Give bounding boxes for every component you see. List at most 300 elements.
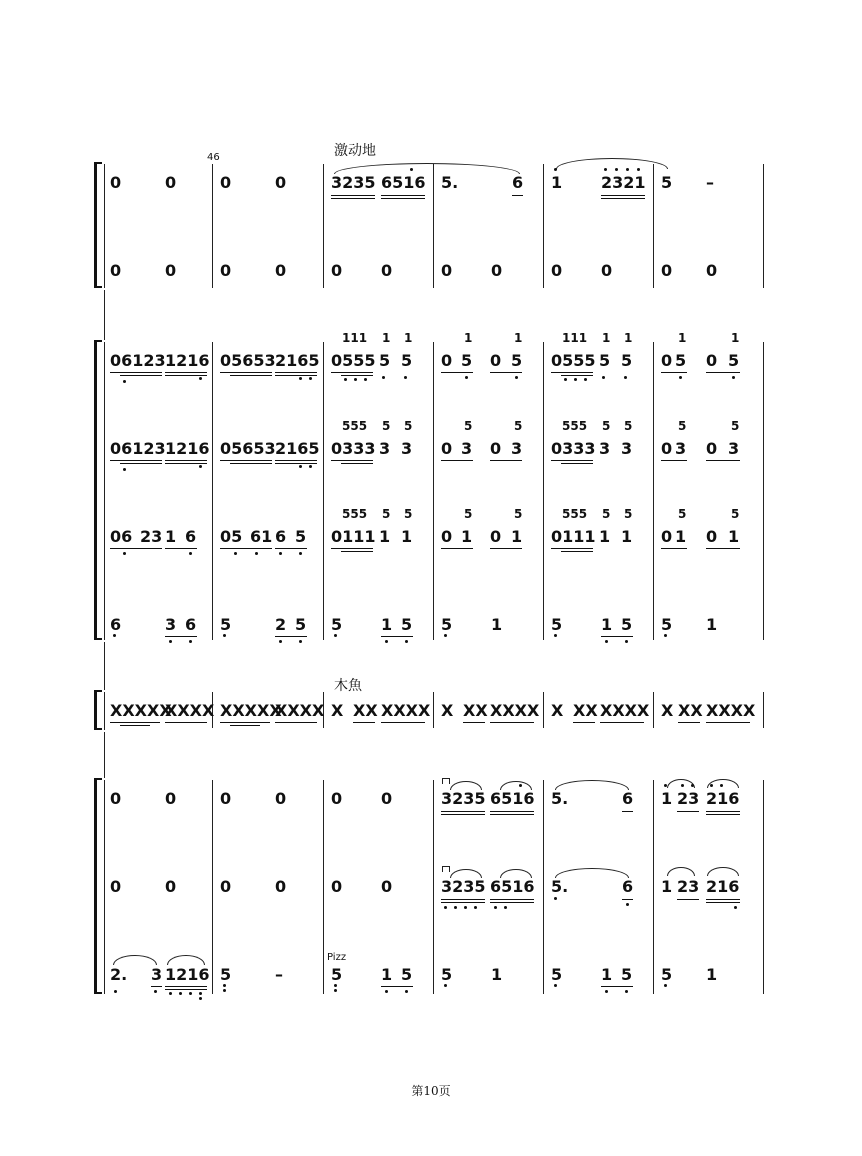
octave-dot — [199, 992, 202, 995]
underline — [512, 195, 523, 196]
octave-dot — [732, 376, 735, 379]
underline — [381, 195, 425, 196]
note-group: 6516 — [381, 173, 426, 192]
underline — [220, 372, 272, 373]
underline — [110, 372, 162, 373]
octave-dot — [605, 990, 608, 993]
underline — [601, 636, 633, 637]
underline — [275, 722, 317, 723]
octave-dot — [604, 168, 607, 171]
percussion-group: XXXX — [165, 701, 215, 720]
note: 5 — [621, 615, 633, 634]
octave-dot — [584, 378, 587, 381]
note: 0 — [331, 789, 343, 808]
octave-marker: 5 — [602, 419, 611, 433]
note: 5 — [401, 351, 413, 370]
octave-dot — [554, 897, 557, 900]
underline — [706, 722, 750, 723]
octave-dot — [189, 640, 192, 643]
octave-dot — [334, 984, 337, 987]
note-group: 0555 — [551, 351, 596, 370]
underline — [220, 722, 270, 723]
note: 5. — [551, 789, 569, 808]
note: 1 — [601, 615, 613, 634]
underline — [165, 375, 207, 376]
note: 1 — [491, 965, 503, 984]
octave-marker: 5 — [731, 507, 740, 521]
note: 0 — [441, 527, 453, 546]
instrument-label: 木魚 — [334, 678, 362, 694]
octave-dot — [405, 640, 408, 643]
note-group: 2165 — [275, 439, 320, 458]
note: 6 — [110, 615, 122, 634]
underline — [441, 899, 485, 900]
underline — [490, 811, 534, 812]
underline — [230, 463, 272, 464]
octave-dot — [299, 377, 302, 380]
note: 5 — [401, 615, 413, 634]
octave-dot — [444, 984, 447, 987]
slur — [667, 867, 695, 876]
octave-marker: 5 — [464, 419, 473, 433]
underline — [677, 811, 699, 812]
underline — [165, 460, 207, 461]
system-join — [104, 290, 105, 340]
octave-dot — [223, 634, 226, 637]
note: 0 — [441, 351, 453, 370]
underline — [441, 460, 473, 461]
octave-dot — [189, 992, 192, 995]
underline — [706, 811, 740, 812]
octave-dot — [679, 376, 682, 379]
octave-dot — [625, 990, 628, 993]
note: 5 — [379, 351, 391, 370]
octave-marker: 1 — [624, 331, 633, 345]
note: 0 — [441, 439, 453, 458]
barline — [433, 780, 434, 994]
note: 5 — [441, 615, 453, 634]
note: 6 — [185, 527, 197, 546]
system-join — [104, 642, 105, 690]
note-group: 216 — [706, 877, 740, 896]
barline — [763, 780, 764, 994]
octave-dot — [444, 906, 447, 909]
note: 0 — [490, 439, 502, 458]
octave-dot — [519, 784, 522, 787]
percussion: X — [441, 701, 454, 720]
barline — [212, 342, 213, 640]
octave-dot — [465, 376, 468, 379]
octave-dot — [494, 906, 497, 909]
barline — [323, 780, 324, 994]
octave-marker: 1 — [464, 331, 473, 345]
octave-dot — [123, 468, 126, 471]
note: 3 — [461, 439, 473, 458]
note: 5 — [511, 351, 523, 370]
bracket-cap — [94, 162, 102, 164]
octave-dot — [564, 378, 567, 381]
octave-marker: 5 — [404, 419, 413, 433]
note: 5 — [661, 965, 673, 984]
octave-dot — [474, 906, 477, 909]
underline — [561, 375, 593, 376]
underline — [275, 372, 317, 373]
barline — [212, 780, 213, 994]
octave-dot — [605, 640, 608, 643]
octave-dot — [169, 640, 172, 643]
note: 3 — [511, 439, 523, 458]
note: 0 — [220, 789, 232, 808]
system-bracket — [94, 162, 97, 288]
underline — [441, 902, 485, 903]
octave-dot — [615, 168, 618, 171]
note: 0 — [110, 261, 122, 280]
note: 0 — [661, 261, 673, 280]
underline — [381, 986, 413, 987]
underline — [165, 548, 197, 549]
octave-dot — [354, 378, 357, 381]
note: 3 — [728, 439, 740, 458]
note: 5. — [441, 173, 459, 192]
octave-dot — [710, 784, 713, 787]
octave-dot — [664, 984, 667, 987]
underline — [381, 636, 413, 637]
note: 3 — [675, 439, 687, 458]
barline — [763, 692, 764, 728]
percussion-group: XX — [573, 701, 598, 720]
barline — [763, 342, 764, 640]
underline — [110, 548, 162, 549]
underline — [706, 899, 740, 900]
note: 0 — [331, 261, 343, 280]
measure-number: 46 — [207, 152, 220, 163]
octave-marker: 5 — [464, 507, 473, 521]
note: 0 — [165, 261, 177, 280]
note: 1 — [511, 527, 523, 546]
underline — [601, 195, 645, 196]
note: 1 — [551, 173, 563, 192]
octave-dot — [169, 992, 172, 995]
octave-dot — [624, 376, 627, 379]
underline — [561, 463, 593, 464]
octave-dot — [404, 376, 407, 379]
note: 0 — [165, 173, 177, 192]
note: 3 — [165, 615, 177, 634]
note-group: 1216 — [165, 439, 210, 458]
note: 0 — [275, 877, 287, 896]
note: 0 — [441, 261, 453, 280]
underline — [551, 548, 593, 549]
note: 0 — [331, 877, 343, 896]
note: 0 — [110, 173, 122, 192]
octave-dot — [255, 552, 258, 555]
octave-marker: 1 — [731, 331, 740, 345]
note: 1 — [601, 965, 613, 984]
barline — [653, 164, 654, 288]
octave-dot — [554, 634, 557, 637]
octave-dot — [574, 378, 577, 381]
octave-dot — [123, 552, 126, 555]
note: 0 — [661, 351, 673, 370]
note-group: 3235 — [331, 173, 376, 192]
underline — [600, 722, 644, 723]
note: 0 — [275, 789, 287, 808]
note: 1 — [379, 527, 391, 546]
octave-marker: 5 — [404, 507, 413, 521]
note: 5. — [551, 877, 569, 896]
note-group: 3235 — [441, 877, 486, 896]
bracket-cap — [94, 340, 102, 342]
underline — [275, 636, 307, 637]
underline — [165, 722, 207, 723]
bow-mark — [442, 866, 450, 872]
system-join — [104, 732, 105, 778]
barline — [543, 780, 544, 994]
note-group: 216 — [706, 789, 740, 808]
slur — [707, 867, 739, 876]
underline — [678, 722, 700, 723]
underline — [110, 722, 160, 723]
bracket-cap — [94, 728, 102, 730]
octave-dot — [385, 640, 388, 643]
underline — [601, 986, 633, 987]
octave-dot — [309, 377, 312, 380]
percussion-group: XXXXX — [220, 701, 282, 720]
octave-dot — [189, 552, 192, 555]
note-group: 0333 — [551, 439, 596, 458]
octave-dot — [113, 634, 116, 637]
note: 1 — [381, 615, 393, 634]
underline — [275, 460, 317, 461]
octave-dot — [734, 906, 737, 909]
underline — [706, 814, 740, 815]
octave-marker: 555 — [342, 419, 368, 433]
underline — [661, 460, 687, 461]
underline — [490, 814, 534, 815]
note: 5 — [661, 615, 673, 634]
underline — [165, 986, 207, 987]
percussion-group: XXXX — [381, 701, 431, 720]
octave-dot — [114, 990, 117, 993]
octave-dot — [504, 906, 507, 909]
underline — [490, 899, 534, 900]
note: 1 — [401, 527, 413, 546]
underline — [706, 902, 740, 903]
barline — [433, 692, 434, 728]
note: 0 — [706, 439, 718, 458]
note: 5 — [461, 351, 473, 370]
note: 0 — [275, 173, 287, 192]
octave-dot — [637, 168, 640, 171]
octave-dot — [554, 984, 557, 987]
system-barline-start — [104, 342, 105, 640]
note-group: 23 — [140, 527, 163, 546]
note-group: 3235 — [441, 789, 486, 808]
bracket-cap — [94, 638, 102, 640]
octave-dot — [309, 465, 312, 468]
underline — [165, 636, 197, 637]
octave-dot — [626, 168, 629, 171]
note-group: 23 — [677, 877, 700, 896]
octave-dot — [199, 997, 202, 1000]
note: 1 — [728, 527, 740, 546]
octave-dot — [691, 784, 694, 787]
percussion-group: XX — [353, 701, 378, 720]
note: 5 — [295, 527, 307, 546]
octave-marker: 5 — [731, 419, 740, 433]
percussion-group: XX — [678, 701, 703, 720]
bracket-cap — [94, 778, 102, 780]
underline — [706, 548, 740, 549]
note: 5 — [661, 173, 673, 192]
note-group: 0333 — [331, 439, 376, 458]
underline — [490, 722, 534, 723]
underline — [551, 460, 593, 461]
percussion-group: XXXX — [600, 701, 650, 720]
note: 0 — [706, 351, 718, 370]
octave-marker: 5 — [514, 507, 523, 521]
octave-marker: 1 — [404, 331, 413, 345]
note-group: 2165 — [275, 351, 320, 370]
underline — [551, 372, 593, 373]
octave-dot — [344, 378, 347, 381]
underline — [230, 375, 272, 376]
barline — [212, 164, 213, 288]
note-group: 06 — [110, 527, 133, 546]
octave-dot — [385, 990, 388, 993]
note: 3 — [599, 439, 611, 458]
note: 0 — [490, 351, 502, 370]
octave-marker: 5 — [624, 507, 633, 521]
note: 5 — [295, 615, 307, 634]
underline — [490, 548, 522, 549]
octave-dot — [279, 640, 282, 643]
note-group: 06123 — [110, 439, 166, 458]
note: 0 — [706, 527, 718, 546]
octave-dot — [299, 552, 302, 555]
note-group: 2321 — [601, 173, 646, 192]
note: 0 — [381, 877, 393, 896]
octave-dot — [602, 376, 605, 379]
underline — [220, 548, 272, 549]
octave-marker: 5 — [602, 507, 611, 521]
octave-marker: 555 — [342, 507, 368, 521]
underline — [275, 463, 317, 464]
octave-marker: 5 — [678, 419, 687, 433]
note-group: 23 — [677, 789, 700, 808]
bracket-cap — [94, 992, 102, 994]
underline — [661, 372, 687, 373]
note: 0 — [220, 261, 232, 280]
underline — [110, 460, 162, 461]
percussion-group: XXXX — [706, 701, 756, 720]
note-group: 61 — [250, 527, 273, 546]
underline — [220, 460, 272, 461]
note: 0 — [275, 261, 287, 280]
note-group: 6516 — [490, 789, 535, 808]
underline — [341, 463, 373, 464]
note: 1 — [381, 965, 393, 984]
octave-dot — [554, 168, 557, 171]
note: 0 — [220, 173, 232, 192]
barline — [323, 164, 324, 288]
note-group: 0111 — [331, 527, 376, 546]
underline — [661, 548, 687, 549]
underline — [463, 722, 485, 723]
system-barline-start — [104, 164, 105, 288]
barline — [323, 342, 324, 640]
octave-marker: 1 — [602, 331, 611, 345]
note: 5 — [621, 351, 633, 370]
underline — [275, 548, 307, 549]
octave-dot — [299, 465, 302, 468]
octave-dot — [720, 784, 723, 787]
note-group: 05653 — [220, 439, 276, 458]
note-group: 1216 — [165, 965, 210, 984]
bow-mark — [442, 778, 450, 784]
barline — [543, 164, 544, 288]
note: 1 — [675, 527, 687, 546]
note: 2. — [110, 965, 128, 984]
system-bracket — [94, 778, 97, 994]
octave-marker: 555 — [562, 419, 588, 433]
note-group: 06123 — [110, 351, 166, 370]
note: 0 — [381, 789, 393, 808]
note: 0 — [491, 261, 503, 280]
underline — [341, 551, 373, 552]
note: 0 — [490, 527, 502, 546]
percussion: X — [551, 701, 564, 720]
octave-marker: 5 — [624, 419, 633, 433]
note-group: 6516 — [490, 877, 535, 896]
note-group: 1216 — [165, 351, 210, 370]
barline — [433, 164, 434, 288]
octave-marker: 1 — [382, 331, 391, 345]
note: 3 — [621, 439, 633, 458]
octave-dot — [199, 465, 202, 468]
slur — [556, 158, 668, 169]
note: 0 — [110, 789, 122, 808]
underline — [341, 375, 373, 376]
underline — [561, 551, 593, 552]
octave-marker: 5 — [382, 419, 391, 433]
octave-dot — [223, 989, 226, 992]
percussion: X — [331, 701, 344, 720]
underline — [151, 986, 162, 987]
note: 0 — [661, 439, 673, 458]
percussion-group: XX — [463, 701, 488, 720]
note: 5 — [551, 965, 563, 984]
underline — [622, 811, 633, 812]
page-number: 第10页 — [411, 1084, 451, 1098]
underline — [331, 372, 373, 373]
system-barline-start — [104, 692, 105, 730]
octave-marker: 5 — [514, 419, 523, 433]
underline — [381, 198, 425, 199]
note: 1 — [461, 527, 473, 546]
octave-dot — [664, 784, 667, 787]
underline — [601, 198, 645, 199]
octave-dot — [223, 984, 226, 987]
note: 0 — [110, 877, 122, 896]
underline — [677, 899, 699, 900]
octave-marker: 1 — [678, 331, 687, 345]
note: 5 — [401, 965, 413, 984]
octave-dot — [334, 634, 337, 637]
octave-dot — [123, 380, 126, 383]
note: 1 — [661, 877, 673, 896]
underline — [165, 463, 207, 464]
